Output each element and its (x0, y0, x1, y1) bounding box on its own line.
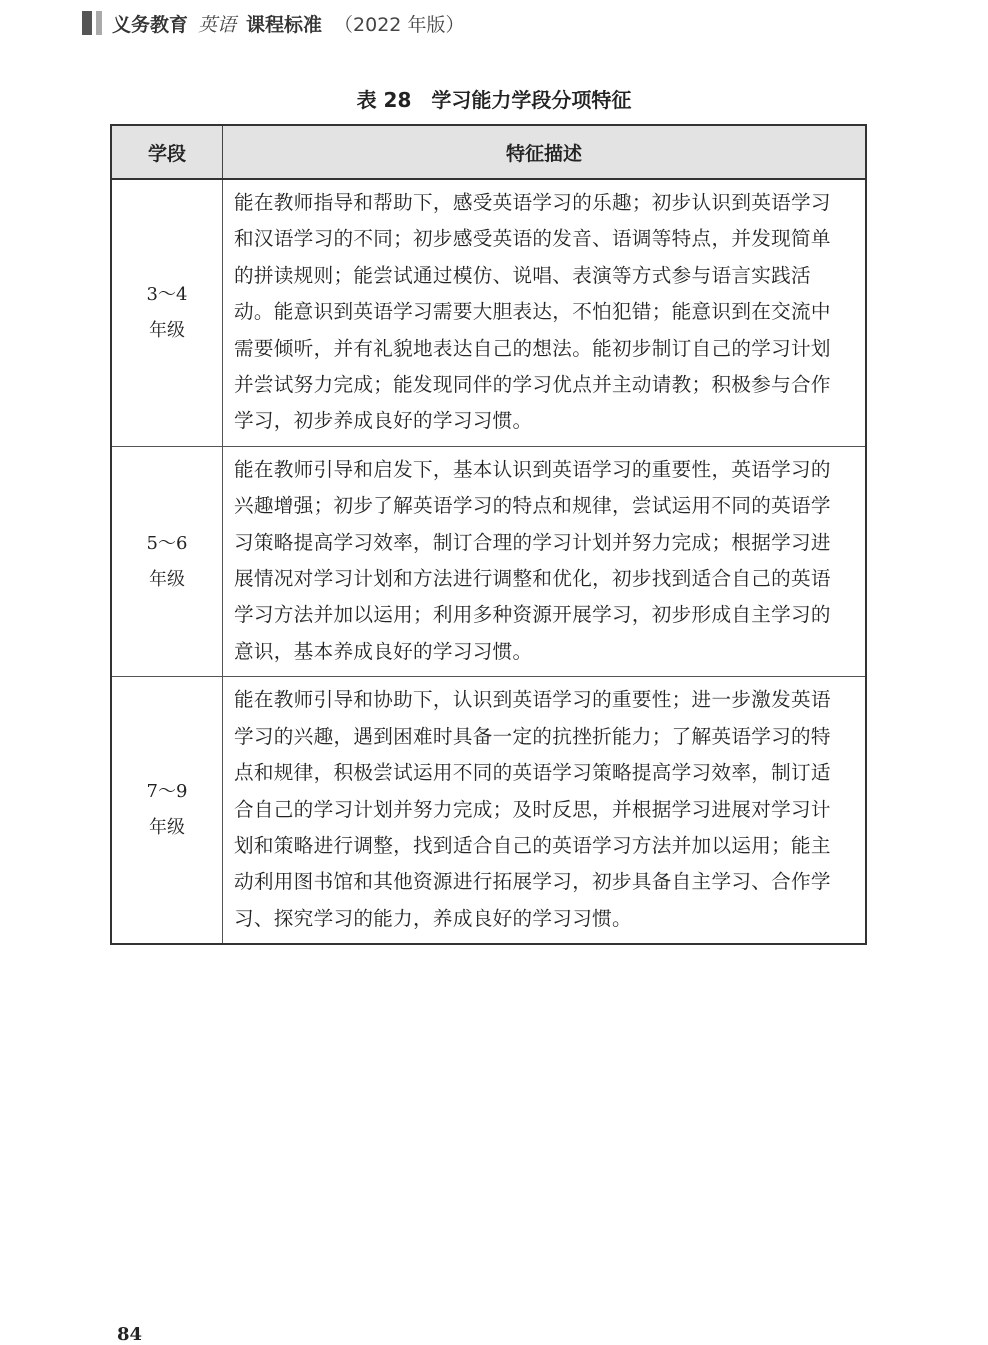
description-line: 学习方法并加以运用；利用多种资源开展学习，初步形成自主学习的 (234, 603, 831, 627)
description-line: 展情况对学习计划和方法进行调整和优化，初步找到适合自己的英语 (234, 567, 831, 591)
description-cell (223, 179, 867, 446)
stage-cell (111, 179, 223, 446)
description-line: 合自己的学习计划并努力完成；及时反思，并根据学习进展对学习计 (234, 797, 831, 821)
description-line: 划和策略进行调整，找到适合自己的英语学习方法并加以运用；能主 (234, 833, 831, 857)
description-line: 点和规律，积极尝试运用不同的英语学习策略提高学习效率，制订适 (234, 761, 831, 785)
description-line: 意识，基本养成良好的学习习惯。 (234, 639, 533, 663)
description-line: 能在教师引导和启发下，基本认识到英语学习的重要性，英语学习的 (234, 457, 831, 481)
header-description: 特征描述 (223, 125, 867, 179)
book-edition: （2022 年版） (334, 13, 465, 36)
stage-grade: 3～4 (146, 283, 188, 305)
page-number: 84 (117, 1324, 143, 1345)
learning-ability-table (110, 124, 867, 945)
header-stage: 学段 (111, 125, 223, 179)
description-line: 学习的兴趣，遇到困难时具备一定的抗挫折能力；了解英语学习的特 (234, 724, 831, 748)
running-head (82, 10, 464, 36)
description-line: 能在教师指导和帮助下，感受英语学习的乐趣；初步认识到英语学习 (234, 191, 831, 214)
stage-unit: 年级 (149, 817, 185, 839)
description-line: 动。能意识到英语学习需要大胆表达，不怕犯错；能意识到在交流中 (234, 300, 831, 324)
table-row (111, 446, 866, 676)
description-line: 需要倾听，并有礼貌地表达自己的想法。能初步制订自己的学习计划 (234, 336, 831, 360)
book-title: 义务教育 (112, 13, 189, 36)
stage-cell (111, 446, 223, 676)
book-subject: 英语 (198, 13, 237, 36)
stage-unit: 年级 (149, 319, 185, 341)
stage-grade: 7～9 (146, 781, 188, 803)
header-bar-mark (82, 11, 92, 35)
description-line: 并尝试努力完成；能发现同伴的学习优点并主动请教；积极参与合作 (234, 373, 831, 397)
table-row (111, 179, 866, 446)
description-line: 的拼读规则；能尝试通过模仿、说唱、表演等方式参与语言实践活 (234, 263, 811, 287)
table-caption: 表 28 学习能力学段分项特征 (356, 88, 632, 112)
book-series: 课程标准 (246, 13, 323, 36)
description-cell (223, 677, 867, 944)
description-line: 学习，初步养成良好的学习习惯。 (234, 409, 533, 433)
stage-grade: 5～6 (146, 532, 188, 554)
description-line: 和汉语学习的不同；初步感受英语的发音、语调等特点，并发现简单 (234, 227, 831, 251)
description-line: 兴趣增强；初步了解英语学习的特点和规律，尝试运用不同的英语学 (234, 494, 831, 518)
stage-unit: 年级 (149, 568, 185, 590)
description-line: 能在教师引导和协助下，认识到英语学习的重要性；进一步激发英语 (234, 688, 831, 712)
description-line: 习、探究学习的能力，养成良好的学习习惯。 (234, 906, 632, 930)
description-line: 动利用图书馆和其他资源进行拓展学习，初步具备自主学习、合作学 (234, 870, 831, 894)
description-cell (223, 446, 867, 676)
description-line: 习策略提高学习效率，制订合理的学习计划并努力完成；根据学习进 (234, 530, 831, 554)
stage-cell (111, 677, 223, 944)
header-bar-mark-light (96, 11, 102, 35)
table-header-row (111, 125, 866, 179)
table-row (111, 677, 866, 944)
